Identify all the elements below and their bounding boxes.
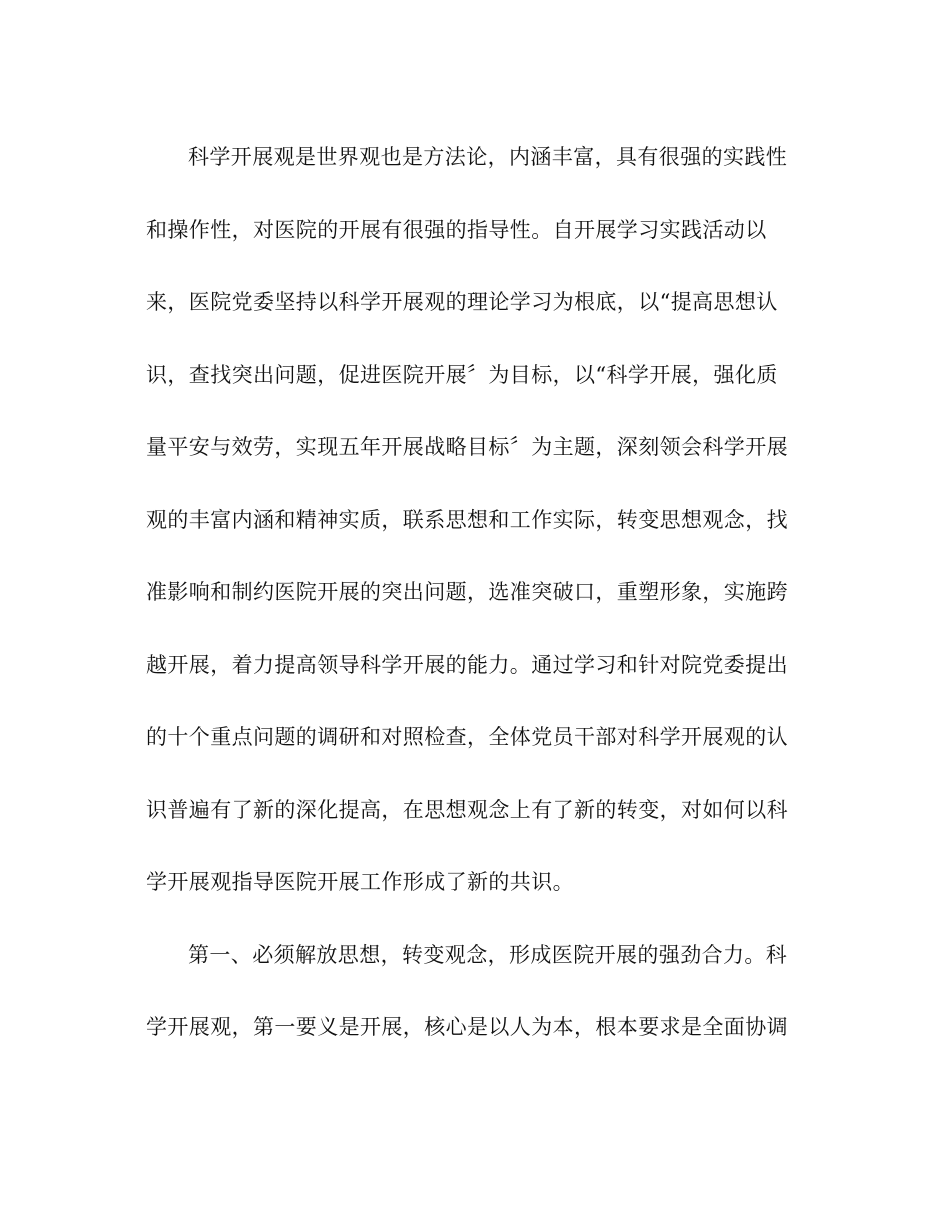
paragraph-line: 学开展观，第一要义是开展，核心是以人为本，根本要求是全面协调 (146, 1015, 788, 1039)
paragraph-line: 的十个重点问题的调研和对照检查，全体党员干部对科学开展观的认 (146, 725, 788, 749)
paragraph-line: 来，医院党委坚持以科学开展观的理论学习为根底，以“提高思想认 (146, 290, 778, 314)
paragraph-1 (146, 136, 811, 934)
paragraph-line: 科学开展观是世界观也是方法论，内涵丰富，具有很强的实践性 (188, 145, 788, 169)
paragraph-line: 学开展观指导医院开展工作形成了新的共识。 (146, 870, 574, 894)
paragraph-line: 越开展，着力提高领导科学开展的能力。通过学习和针对院党委提出 (146, 652, 788, 677)
paragraph-line: 准影响和制约医院开展的突出问题，选准突破口，重塑形象，实施跨 (146, 580, 788, 604)
paragraph-line: 第一、必须解放思想，转变观念，形成医院开展的强劲合力。科 (188, 942, 788, 967)
paragraph-2 (146, 934, 811, 1079)
paragraph-line: 和操作性，对医院的开展有很强的指导性。自开展学习实践活动以 (146, 217, 767, 242)
paragraph-line: 识普遍有了新的深化提高，在思想观念上有了新的转变，对如何以科 (146, 797, 788, 822)
document-body (146, 136, 811, 1079)
paragraph-line: 量平安与效劳，实现五年开展战略目标〞为主题，深刻领会科学开展 (146, 435, 788, 459)
paragraph-line: 识，查找突出问题，促进医院开展〞为目标，以“科学开展，强化质 (146, 362, 778, 387)
paragraph-line: 观的丰富内涵和精神实质，联系思想和工作实际，转变思想观念，找 (146, 507, 788, 532)
